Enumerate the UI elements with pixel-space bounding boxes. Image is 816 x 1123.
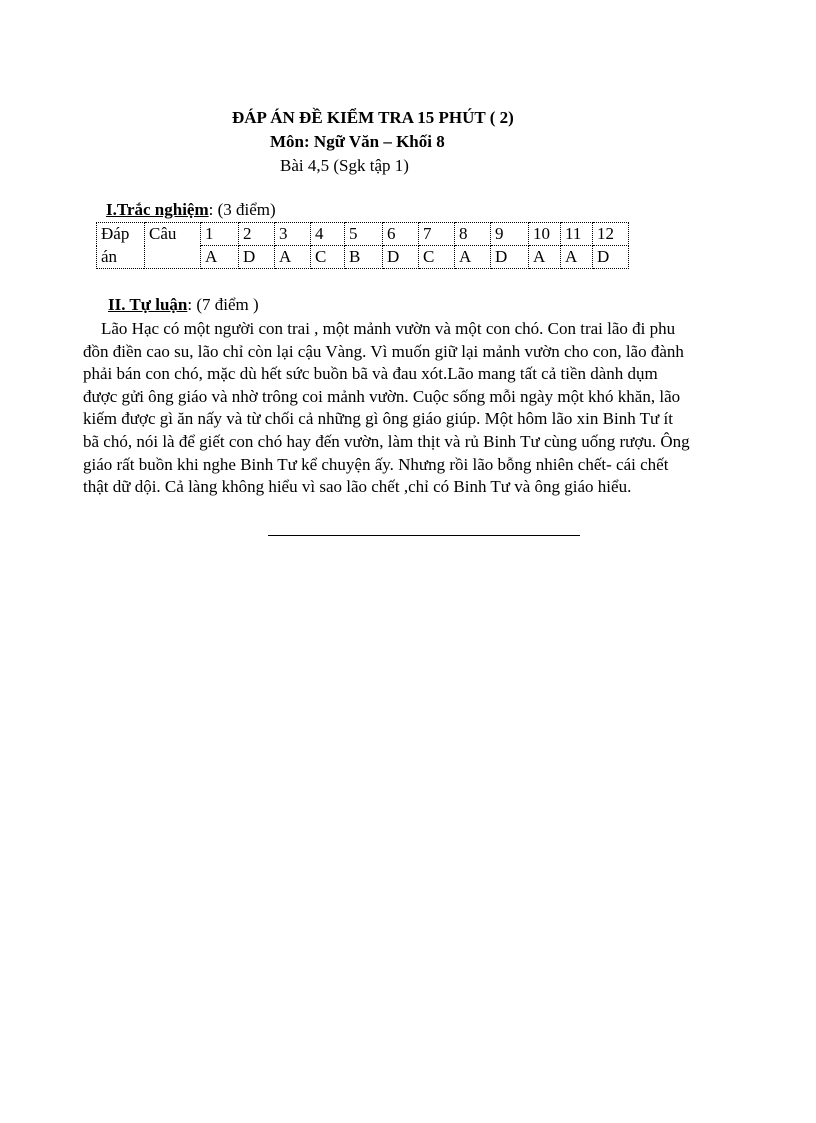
section2-title: II. Tự luận xyxy=(108,295,188,314)
answer-cell: D xyxy=(239,246,275,269)
question-number: 2 xyxy=(239,223,275,246)
answer-cell: D xyxy=(383,246,419,269)
answer-cell: A xyxy=(275,246,311,269)
subject-line: Môn: Ngữ Văn – Khối 8 xyxy=(270,132,445,151)
section2-points: : (7 điểm ) xyxy=(187,295,259,314)
question-number: 4 xyxy=(311,223,345,246)
section2-heading xyxy=(108,295,259,315)
paragraph-line: thật dữ dội. Cả làng không hiểu vì sao lão chết ,chỉ có Binh Tư và ông giáo hiểu. xyxy=(83,477,632,497)
lesson-line: Bài 4,5 (Sgk tập 1) xyxy=(280,156,409,175)
paragraph-line: được gửi ông giáo và nhờ trông coi mảnh vườn. Cuộc sống mỗi ngày một khó khăn, lão xyxy=(83,386,681,406)
answer-cell: C xyxy=(419,246,455,269)
table-label-cau: Câu xyxy=(145,223,201,269)
answer-table xyxy=(96,222,629,269)
answer-cell: A xyxy=(455,246,491,269)
paragraph-line: giáo rất buồn khi nghe Binh Tư kể chuyện ấy. Nhưng rồi lão bỗng nhiên chết- cái chết xyxy=(83,454,669,474)
question-number: 6 xyxy=(383,223,419,246)
table-label-dap: Đáp xyxy=(97,223,145,246)
question-number: 12 xyxy=(593,223,629,246)
question-number: 8 xyxy=(455,223,491,246)
question-number: 5 xyxy=(345,223,383,246)
paragraph-line: đồn điền cao su, lão chỉ còn lại cậu Vàng. Vì muốn giữ lại mảnh vườn cho con, lão đành xyxy=(83,341,684,361)
section1-title: I.Trắc nghiệm xyxy=(106,200,209,219)
answer-cell: D xyxy=(491,246,529,269)
table-row-questions xyxy=(97,223,629,246)
answer-cell: B xyxy=(345,246,383,269)
answer-cell: A xyxy=(201,246,239,269)
paragraph-line: kiếm được gì ăn nấy và từ chối cả những gì ông giáo giúp. Một hôm lão xin Binh Tư ít xyxy=(83,409,673,429)
paragraph-line: bã chó, nói là để giết con chó hay đến vườn, làm thịt và rủ Binh Tư cùng uống rượu. Ông xyxy=(83,431,690,451)
question-number: 7 xyxy=(419,223,455,246)
essay-paragraph xyxy=(83,318,753,499)
section1-points: : (3 điểm) xyxy=(208,200,276,219)
table-label-an: án xyxy=(97,246,145,269)
answer-cell: A xyxy=(529,246,561,269)
question-number: 10 xyxy=(529,223,561,246)
section1-heading xyxy=(106,200,276,220)
paragraph-line: phải bán con chó, mặc dù hết sức buồn bã và đau xót.Lão mang tất cả tiền dành dụm xyxy=(83,364,658,384)
divider-line xyxy=(268,535,580,536)
question-number: 9 xyxy=(491,223,529,246)
document-title: ĐÁP ÁN ĐỀ KIỂM TRA 15 PHÚT ( 2) xyxy=(232,108,514,127)
answer-cell: C xyxy=(311,246,345,269)
answer-cell: D xyxy=(593,246,629,269)
paragraph-line: Lão Hạc có một người con trai , một mảnh vườn và một con chó. Con trai lão đi phu xyxy=(101,319,676,338)
question-number: 3 xyxy=(275,223,311,246)
question-number: 11 xyxy=(561,223,593,246)
question-number: 1 xyxy=(201,223,239,246)
answer-cell: A xyxy=(561,246,593,269)
